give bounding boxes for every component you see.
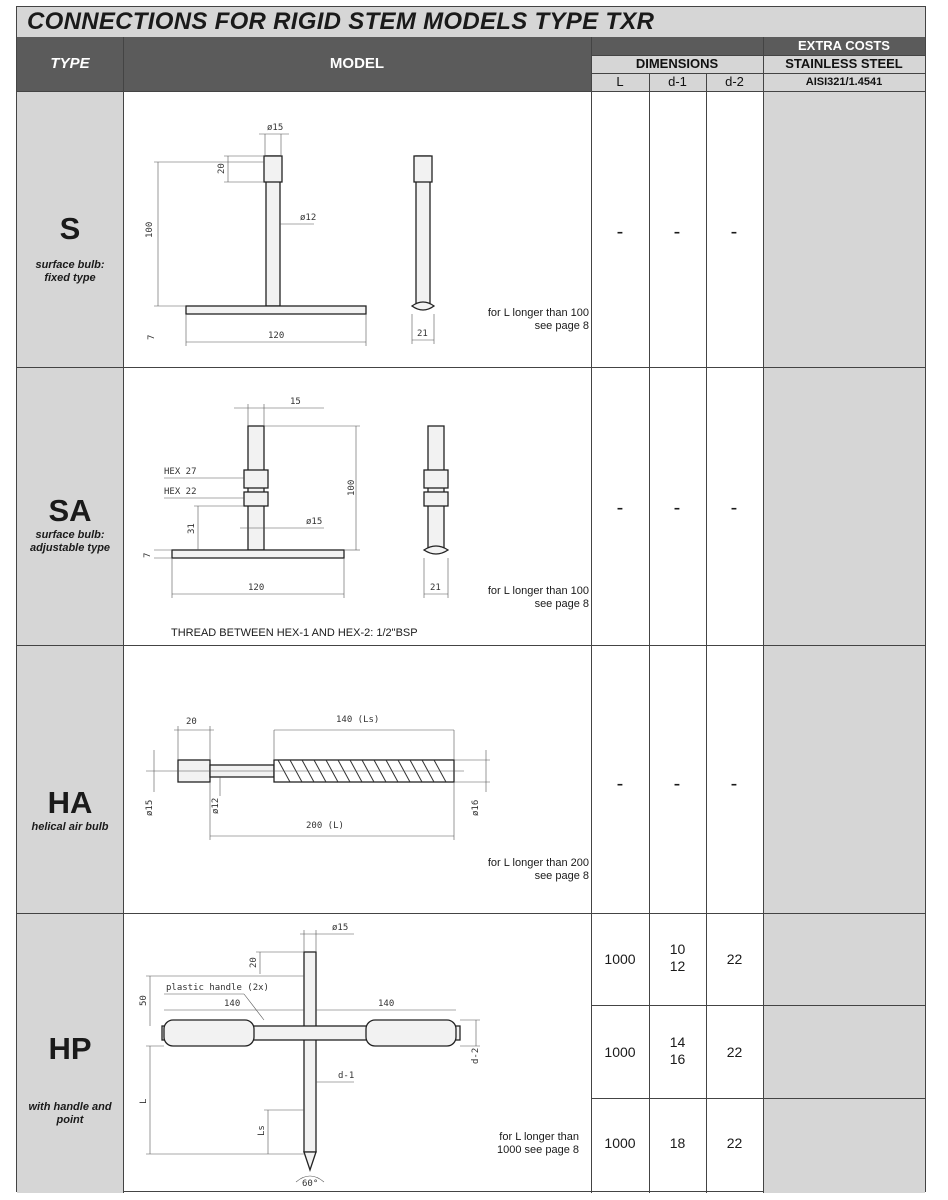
hp-row2-d2: 22 bbox=[726, 1044, 743, 1060]
type-code: HA bbox=[47, 785, 93, 820]
drawing-sa bbox=[124, 368, 590, 644]
dim-text: 140 (Ls) bbox=[336, 715, 380, 725]
dim-text: 31 bbox=[187, 523, 197, 534]
type-desc: with handle and point bbox=[28, 1101, 112, 1126]
header-dimensions bbox=[591, 55, 763, 73]
header-extra-costs-label: EXTRA COSTS bbox=[798, 38, 890, 53]
dim-text: ø15 bbox=[145, 799, 155, 816]
drawing-s bbox=[124, 92, 590, 366]
dim-text: 100 bbox=[347, 479, 357, 496]
type-desc: surface bulb: fixed type bbox=[35, 259, 105, 284]
dim-text: HEX 22 bbox=[164, 487, 197, 497]
type-code: SA bbox=[48, 493, 92, 528]
hp-row1-l: 1000 bbox=[604, 951, 636, 967]
dim-text: 21 bbox=[417, 329, 428, 339]
dim-text: 7 bbox=[147, 334, 157, 340]
dim-text: ø15 bbox=[267, 123, 284, 133]
drawing-hp bbox=[124, 914, 590, 1192]
note-s: for L longer than 100 see page 8 bbox=[487, 307, 589, 332]
dim-text: Ls bbox=[257, 1125, 267, 1136]
dim-text: 15 bbox=[290, 397, 301, 407]
hp-row3-l: 1000 bbox=[604, 1135, 636, 1151]
dim-text: ø12 bbox=[300, 213, 317, 223]
dim-text: ø16 bbox=[471, 799, 481, 816]
dim-text: L bbox=[139, 1098, 149, 1104]
dim-text: ø12 bbox=[211, 797, 221, 814]
dim-text: 20 bbox=[217, 163, 227, 174]
dim-text: d-1 bbox=[338, 1071, 355, 1081]
dim-text: 200 (L) bbox=[306, 821, 344, 831]
type-desc: helical air bulb bbox=[31, 821, 109, 833]
type-desc: surface bulb: adjustable type bbox=[29, 529, 111, 554]
dim-l-sa: - bbox=[616, 497, 624, 519]
hp-row2-l: 1000 bbox=[604, 1044, 636, 1060]
header-col-l-label: L bbox=[616, 74, 624, 89]
thread-note: THREAD BETWEEN HEX-1 AND HEX-2: 1/2"BSP bbox=[171, 627, 418, 639]
dim-text: ø15 bbox=[332, 923, 349, 933]
header-extra-costs bbox=[763, 37, 925, 55]
type-cell-ha bbox=[17, 645, 123, 913]
dim-d2-ha: - bbox=[730, 773, 738, 795]
header-blank bbox=[591, 37, 763, 55]
type-code: S bbox=[59, 211, 81, 246]
dim-text: 20 bbox=[186, 717, 197, 727]
dim-text: 140 bbox=[378, 999, 395, 1009]
header-dimensions-label: DIMENSIONS bbox=[635, 56, 719, 71]
type-cell-s bbox=[17, 91, 123, 367]
note-hp: for L longer than 1000 see page 8 bbox=[497, 1131, 579, 1156]
note-sa: for L longer than 100 see page 8 bbox=[487, 585, 589, 610]
header-col-d1 bbox=[649, 73, 706, 91]
header-type-label: TYPE bbox=[50, 55, 90, 72]
dim-text: plastic handle (2x) bbox=[166, 983, 269, 993]
type-cell-hp bbox=[17, 913, 123, 1193]
hp-row1-d1: 10 12 bbox=[669, 941, 686, 974]
hp-row2-d1: 14 16 bbox=[669, 1034, 686, 1067]
dim-text: 120 bbox=[268, 331, 285, 341]
dim-text: 21 bbox=[430, 583, 441, 593]
dim-d1-sa: - bbox=[673, 497, 681, 519]
cost-cell-s bbox=[763, 91, 925, 367]
dim-text: 60° bbox=[302, 1179, 319, 1189]
dim-text: HEX 27 bbox=[164, 467, 197, 477]
header-col-l bbox=[591, 73, 649, 91]
header-stainless-label: STAINLESS STEEL bbox=[785, 56, 903, 71]
dim-text: d-2 bbox=[471, 1047, 481, 1064]
cost-cell-hp bbox=[763, 913, 925, 1193]
title-bar bbox=[17, 7, 925, 38]
header-col-d1-label: d-1 bbox=[668, 74, 687, 89]
header-model-label: MODEL bbox=[329, 55, 385, 72]
header-aisi bbox=[763, 73, 925, 91]
dim-text: 50 bbox=[139, 995, 149, 1006]
note-ha: for L longer than 200 see page 8 bbox=[487, 857, 589, 882]
dim-text: 7 bbox=[143, 552, 153, 558]
header-aisi-label: AISI321/1.4541 bbox=[805, 76, 883, 88]
dim-text: ø15 bbox=[306, 517, 323, 527]
header-stainless bbox=[763, 55, 925, 73]
dim-d1-s: - bbox=[673, 221, 681, 243]
drawing-ha bbox=[124, 646, 590, 912]
type-cell-sa bbox=[17, 367, 123, 645]
page-title: CONNECTIONS FOR RIGID STEM MODELS TYPE TXR bbox=[27, 8, 655, 35]
header-col-d2 bbox=[706, 73, 763, 91]
dim-text: 100 bbox=[145, 221, 155, 238]
hp-row3-d2: 22 bbox=[726, 1135, 743, 1151]
dim-text: 20 bbox=[249, 957, 259, 968]
dim-text: 120 bbox=[248, 583, 265, 593]
dim-l-ha: - bbox=[616, 773, 624, 795]
header-col-d2-label: d-2 bbox=[725, 74, 744, 89]
type-code: HP bbox=[48, 1031, 92, 1066]
dim-d2-sa: - bbox=[730, 497, 738, 519]
cost-cell-ha bbox=[763, 645, 925, 913]
hp-row1-d2: 22 bbox=[726, 951, 743, 967]
dim-d1-ha: - bbox=[673, 773, 681, 795]
dim-d2-s: - bbox=[730, 221, 738, 243]
header-model bbox=[123, 37, 591, 91]
header-type bbox=[17, 37, 123, 91]
connections-table bbox=[16, 6, 926, 1192]
hp-row3-d1: 18 bbox=[669, 1135, 686, 1151]
cost-cell-sa bbox=[763, 367, 925, 645]
dim-l-s: - bbox=[616, 221, 624, 243]
dim-text: 140 bbox=[224, 999, 241, 1009]
